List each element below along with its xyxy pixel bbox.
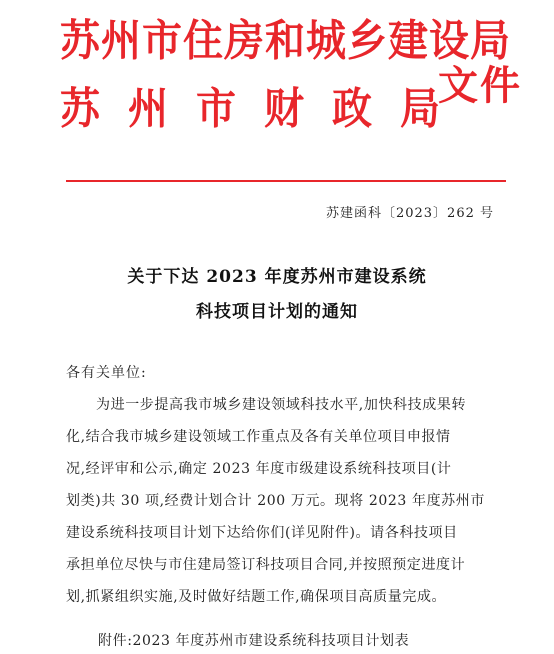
body-paragraph-line: 划,抓紧组织实施,及时做好结题工作,确保项目高质量完成。 [66, 589, 447, 605]
salutation: 各有关单位: [66, 365, 147, 381]
document-suffix: 文件 [438, 63, 522, 109]
body-paragraph-line: 建设系统科技项目计划下达给你们(详见附件)。请各科技项目 [66, 525, 458, 541]
document-title-line-2: 科技项目计划的通知 [196, 302, 358, 322]
document-number: 苏建函科〔2023〕262 号 [325, 206, 494, 221]
document-title-line-1: 关于下达 2023 年度苏州市建设系统 [127, 267, 427, 287]
attachment-reference: 附件:2023 年度苏州市建设系统科技项目计划表 [98, 633, 410, 649]
red-header [60, 14, 540, 164]
issuing-org-finance-bureau: 苏州市财政局 [60, 84, 468, 135]
red-separator-line [66, 180, 506, 182]
body-paragraph-line: 承担单位尽快与市住建局签订科技项目合同,并按照预定进度计 [66, 557, 466, 573]
body-paragraph-line: 为进一步提高我市城乡建设领域科技水平,加快科技成果转 [96, 397, 467, 413]
body-paragraph-line: 化,结合我市城乡建设领域工作重点及各有关单位项目申报情 [66, 429, 451, 445]
body-paragraph-line: 况,经评审和公示,确定 2023 年度市级建设系统科技项目(计 [66, 461, 452, 477]
issuing-org-housing-bureau: 苏州市住房和城乡建设局 [60, 16, 511, 67]
body-paragraph-line: 划类)共 30 项,经费计划合计 200 万元。现将 2023 年度苏州市 [66, 493, 485, 509]
